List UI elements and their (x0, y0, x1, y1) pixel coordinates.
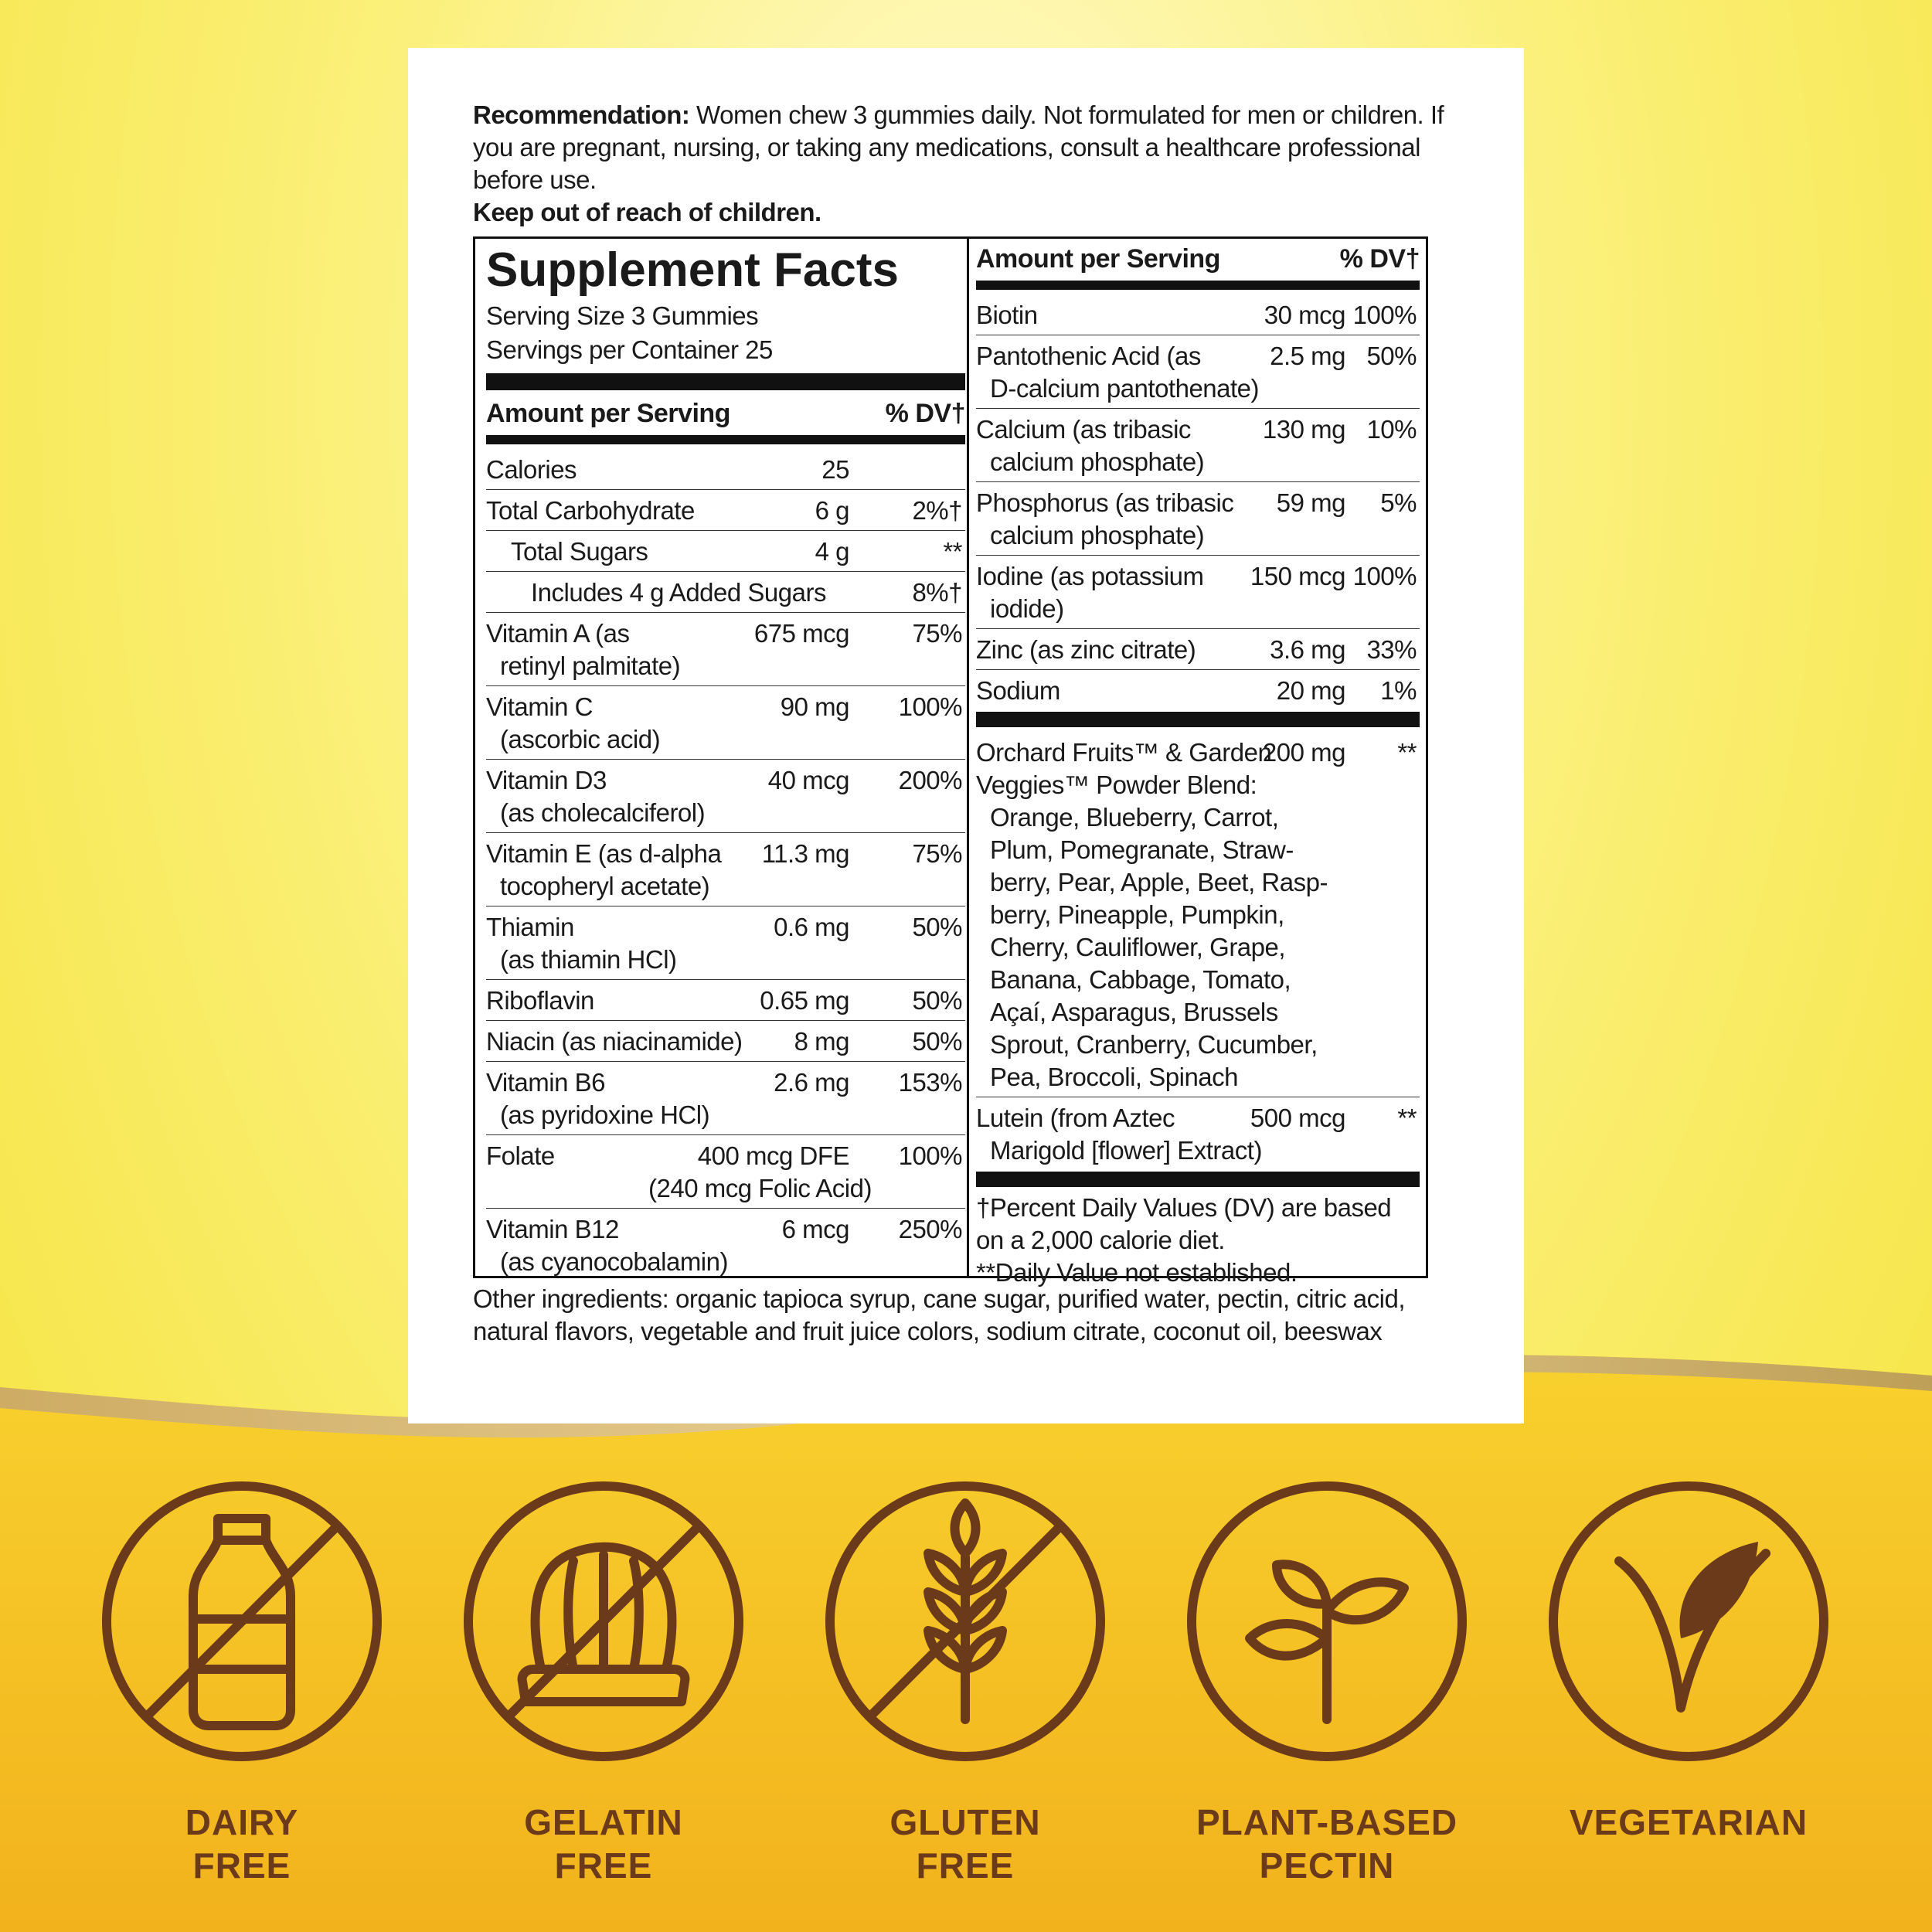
nutrient-dv: 50% (1366, 342, 1417, 370)
supplement-facts-title: Supplement Facts (486, 243, 899, 297)
recommendation-text: Recommendation: Women chew 3 gummies daily. Not formulated for men or children. If you are pregnant, nursing, or taking any medications, consult a healthcare professional before use. Keep out of reach of children. (473, 100, 1444, 226)
nutrient-name-continued: (as cholecalciferol) (500, 798, 706, 827)
nutrient-dv: 100% (898, 1141, 962, 1170)
nutrient-name: Sodium (976, 676, 1060, 705)
no-milk-bottle-icon (107, 1486, 377, 1757)
nutrient-name: Total Sugars (511, 537, 648, 566)
nutrient-amount: 4 g (815, 537, 849, 566)
nutrient-name: Riboflavin (486, 986, 594, 1015)
nutrient-name: Vitamin E (as d-alpha (486, 839, 722, 868)
nutrient-name-continued: (as thiamin HCl) (500, 945, 677, 974)
nutrient-dv: 153% (898, 1068, 962, 1097)
blend-ingredients: Orange, Blueberry, Carrot, Plum, Pomegranate, Straw-berry, Pear, Apple, Beet, Rasp-berry, Pineapple, Pumpkin, Cherry, Cauliflower, Grape, Banana, Cabbage, Tomato, Açaí, Asparagus, Brussels Sprout, Cranberry, Cucumber, Pea, Broccoli, Spinach (990, 803, 1328, 1091)
nutrient-dv: 200% (898, 766, 962, 794)
warning-text: Keep out of reach of children. (473, 198, 821, 226)
footnote-dv: †Percent Daily Values (DV) are based on a 2,000 calorie diet. (976, 1193, 1392, 1254)
nutrient-name: Biotin (976, 301, 1038, 329)
nutrient-dv: 100% (1352, 301, 1417, 329)
nutrient-name-continued: (as pyridoxine HCl) (500, 1100, 710, 1129)
nutrient-name-continued: tocopheryl acetate) (500, 872, 710, 900)
nutrient-name: Zinc (as zinc citrate) (976, 635, 1196, 664)
nutrient-name: Folate (486, 1141, 555, 1170)
nutrient-name: Calories (486, 455, 577, 484)
nutrient-name: Vitamin A (as (486, 619, 630, 648)
amount-header-row-right: Amount per Serving % DV† (976, 244, 1420, 274)
badge-label: PLANT-BASED PECTIN (1196, 1802, 1458, 1886)
blend-row: Orchard Fruits™ & Garden Veggies™ Powder Blend: 200 mg ** Orange, Blueberry, Carrot, Plum, Pomegranate, Straw-berry, Pear, Apple, Beet, Rasp-berry, Pineapple, Pumpkin, Cherry, Cauliflower, Grape, Banana, Cabbage, Tomato, Açaí, Asparagus, Brussels Sprout, Cranberry, Cucumber, Pea, Broccoli, Spinach (976, 732, 1420, 1097)
badge-label: VEGETARIAN (1569, 1802, 1808, 1842)
badge-label: GLUTEN FREE (889, 1802, 1041, 1886)
nutrient-amount: 130 mg (1262, 415, 1345, 444)
nutrient-amount: 400 mcg DFE (697, 1141, 849, 1170)
nutrient-name-continued: (ascorbic acid) (500, 725, 661, 753)
nutrient-amount: 150 mcg (1250, 562, 1345, 590)
nutrient-amount: 3.6 mg (1270, 635, 1345, 664)
nutrient-amount: 675 mcg (753, 619, 849, 648)
nutrient-amount: 2.6 mg (774, 1068, 849, 1097)
nutrient-name: Vitamin C (486, 692, 593, 721)
nutrient-amount: 0.65 mg (760, 986, 849, 1015)
no-wheat-icon (830, 1486, 1100, 1757)
nutrient-name: Vitamin B6 (486, 1068, 605, 1097)
nutrient-amount: 11.3 mg (761, 839, 849, 868)
nutrient-name: Niacin (as niacinamide) (486, 1027, 743, 1056)
nutrient-amount: 0.6 mg (774, 913, 849, 941)
serving-size: Serving Size 3 Gummies (486, 301, 759, 330)
nutrient-dv: ** (943, 537, 962, 566)
nutrient-dv: 33% (1366, 635, 1417, 664)
lutein-row: Lutein (from Aztec Marigold [flower] Extract) 500 mcg ** (976, 1104, 1417, 1165)
nutrient-amount: 20 mg (1276, 676, 1345, 705)
nutrient-amount: 90 mg (780, 692, 849, 721)
nutrient-dv: 1% (1380, 676, 1417, 705)
nutrient-name: Total Carbohydrate (486, 496, 695, 525)
sprout-icon (1192, 1486, 1462, 1757)
nutrient-name-continued: D-calcium pantothenate) (990, 374, 1260, 403)
nutrient-name-continued: (240 mcg Folic Acid) (648, 1174, 872, 1202)
badge-label: GELATIN FREE (524, 1802, 683, 1886)
nutrient-dv: 50% (912, 986, 962, 1015)
amount-header-row: Amount per Serving % DV† (486, 399, 965, 428)
nutrient-dv: 75% (912, 839, 962, 868)
nutrient-amount: 6 mcg (781, 1215, 849, 1243)
nutrient-name-continued: iodide) (990, 594, 1064, 623)
badge-label: DAIRY FREE (185, 1802, 299, 1886)
nutrient-amount: 25 (821, 455, 849, 484)
nutrient-dv: 8%† (912, 578, 962, 607)
nutrient-dv: 250% (898, 1215, 962, 1243)
other-ingredients: Other ingredients: organic tapioca syrup, cane sugar, purified water, pectin, citric acid, natural flavors, vegetable and fruit juice colors, sodium citrate, coconut oil, beeswax (473, 1284, 1405, 1345)
nutrient-name-continued: retinyl palmitate) (500, 651, 681, 680)
nutrient-dv: 50% (912, 913, 962, 941)
nutrient-name-continued: calcium phosphate) (990, 447, 1205, 476)
footnote-not-established: **Daily Value not established. (976, 1258, 1298, 1287)
nutrient-amount: 59 mg (1276, 488, 1345, 517)
nutrient-dv: 5% (1380, 488, 1417, 517)
nutrient-name: Includes 4 g Added Sugars (531, 578, 826, 607)
servings-per-container: Servings per Container 25 (486, 335, 773, 364)
nutrient-amount: 8 mg (794, 1027, 849, 1056)
nutrient-dv: 100% (1352, 562, 1417, 590)
nutrient-name: Pantothenic Acid (as (976, 342, 1201, 370)
nutrient-name: Iodine (as potassium (976, 562, 1204, 590)
nutrient-name: Vitamin B12 (486, 1215, 619, 1243)
nutrient-name-continued: calcium phosphate) (990, 521, 1205, 549)
nutrient-amount: 6 g (815, 496, 849, 525)
nutrient-dv: 75% (912, 619, 962, 648)
nutrient-amount: 2.5 mg (1270, 342, 1345, 370)
nutrient-dv: 2%† (912, 496, 962, 525)
nutrient-amount: 40 mcg (767, 766, 849, 794)
nutrient-name: Vitamin D3 (486, 766, 607, 794)
nutrient-name: Calcium (as tribasic (976, 415, 1191, 444)
no-gelatin-icon (468, 1486, 739, 1757)
nutrient-name: Thiamin (486, 913, 574, 941)
nutrient-dv: 10% (1366, 415, 1417, 444)
nutrient-name-continued: (as cyanocobalamin) (500, 1247, 728, 1276)
nutrient-amount: 30 mcg (1264, 301, 1345, 329)
nutrient-name: Phosphorus (as tribasic (976, 488, 1234, 517)
nutrient-dv: 50% (912, 1027, 962, 1056)
nutrient-dv: 100% (898, 692, 962, 721)
